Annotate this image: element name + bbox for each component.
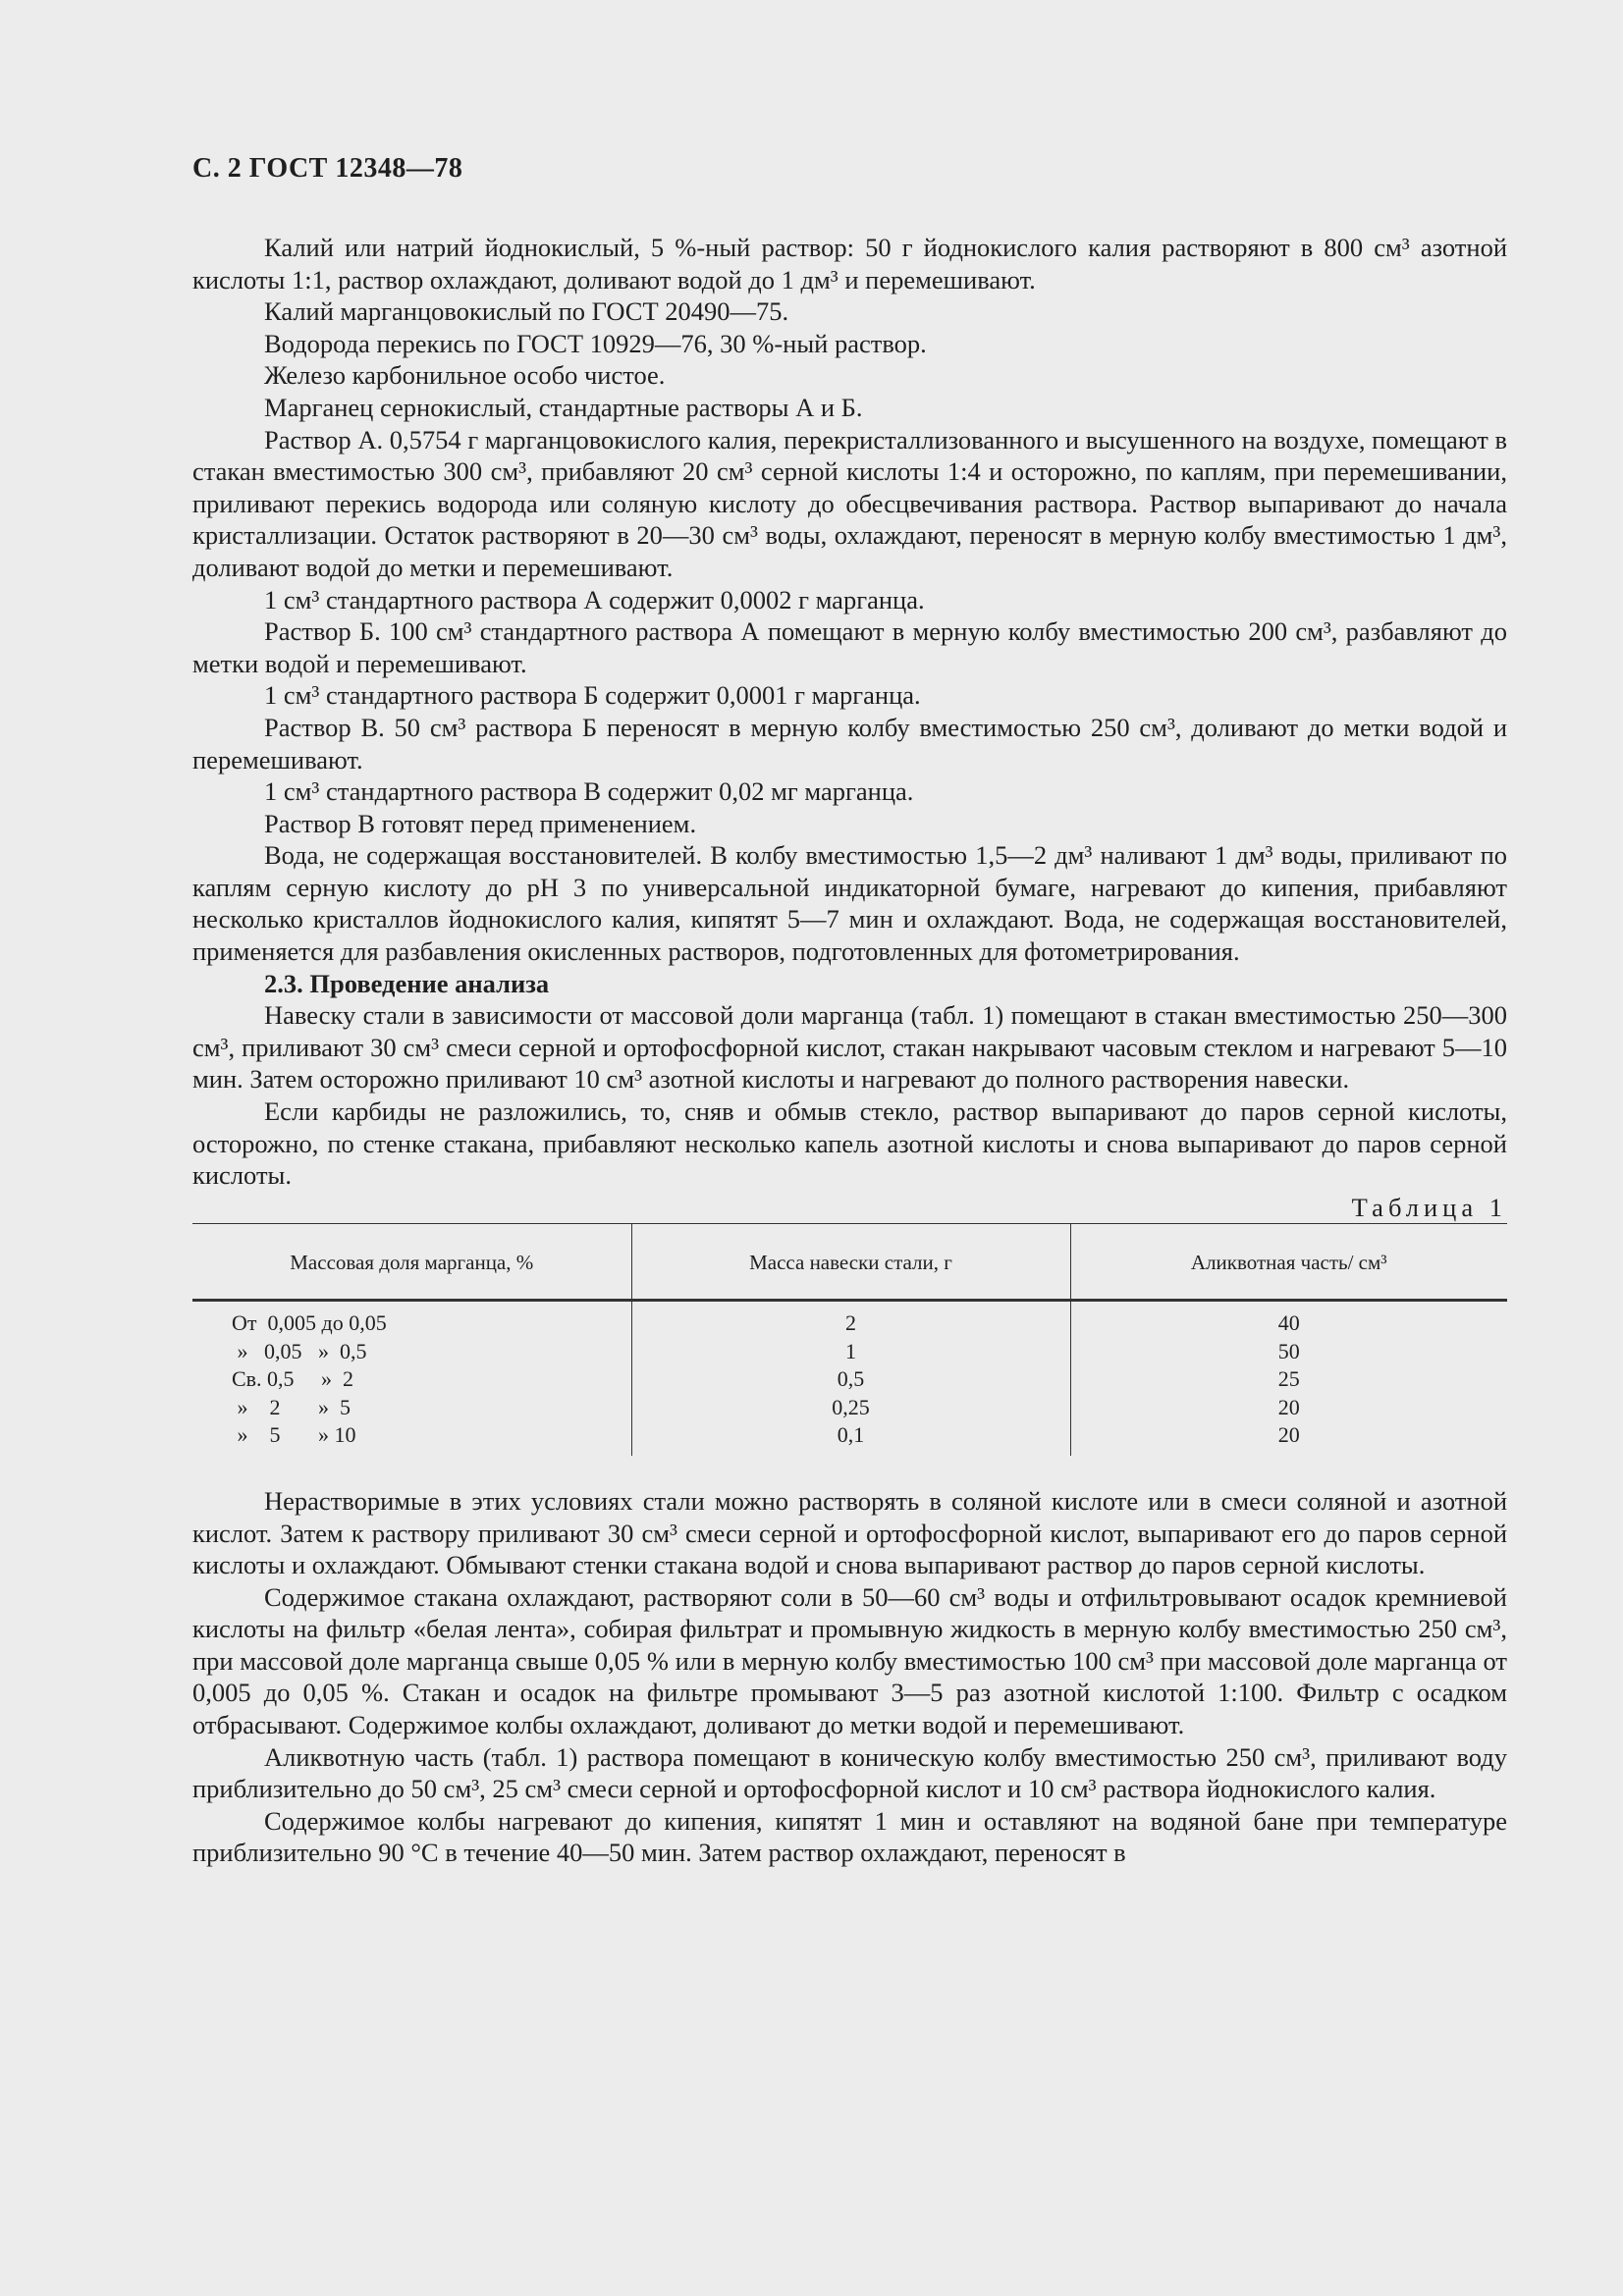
paragraph: Раствор Б. 100 см³ стандартного раствора А помещают в мерную колбу вместимостью 200 см³, разбавляют до метки водой и перемешивают. [192, 616, 1507, 678]
paragraph: Железо карбонильное особо чистое. [264, 360, 666, 391]
cell-line: 40 [1277, 1310, 1300, 1336]
paragraph: Нерастворимые в этих условиях стали можно растворять в соляной кислоте или в смеси соляной и азотной кислот. Затем к раствору приливают 30 см³ смеси серной и ортофосфорной кислот, выпаривают его до паров серной кислоты и охлаждают. Обмывают стенки стакана водой и снова выпаривают раствор до паров серной кислоты. [192, 1485, 1507, 1580]
paragraph: Содержимое стакана охлаждают, растворяют соли в 50—60 см³ воды и отфильтровывают осадок кремниевой кислоты на фильтр «белая лента», собирая фильтрат и промывную жидкость в мерную колбу вместимостью 250 см³, при массовой доле марганца свыше 0,05 % или в мерную колбу вместимостью 100 см³ при массовой доле марганца от 0,005 до 0,05 %. Стакан и осадок на фильтре промывают 3—5 раз азотной кислотой 1:100. Фильтр с осадком отбрасывают. Содержимое колбы охлаждают, доливают до метки водой и перемешивают. [192, 1581, 1507, 1740]
paragraph: Калий или натрий йоднокислый, 5 %-ный раствор: 50 г йоднокислого калия растворяют в 800 см³ азотной кислоты 1:1, раствор охлаждают, доливают водой до 1 дм³ и перемешивают. [192, 233, 1507, 294]
cell-line: 20 [1277, 1422, 1300, 1448]
cell-line: 0,5 [837, 1366, 865, 1392]
paragraph: Раствор В. 50 см³ раствора Б переносят в мерную колбу вместимостью 250 см³, доливают до метки водой и перемешивают. [192, 712, 1507, 774]
paragraph: Содержимое колбы нагревают до кипения, кипятят 1 мин и оставляют на водяной бане при температуре приблизительно 90 °С в течение 40—50 мин. Затем раствор охлаждают, переносят в [192, 1805, 1507, 1868]
column-header: Массовая доля марганца, % [192, 1224, 631, 1301]
cell-line: 2 [845, 1310, 856, 1336]
cell-line: 20 [1277, 1394, 1300, 1419]
page-header: С. 2 ГОСТ 12348—78 [192, 153, 463, 184]
cell-line: 0,25 [832, 1394, 870, 1419]
cell-line: 0,1 [837, 1422, 865, 1448]
paragraph: Аликвотную часть (табл. 1) раствора помещают в коническую колбу вместимостью 250 см³, приливают воду приблизительно до 50 см³, 25 см³ смеси серной и ортофосфорной кислот и 10 см³ раствора йоднокислого калия. [192, 1741, 1507, 1804]
paragraph: Раствор А. 0,5754 г марганцовокислого калия, перекристаллизованного и высушенного на воздухе, помещают в стакан вместимостью 300 см³, прибавляют 20 см³ серной кислоты 1:4 и осторожно, по каплям, при перемешивании, приливают перекись водорода или соляную кислоту до обесцвечивания раствора. Раствор выпаривают до начала кристаллизации. Остаток растворяют в 20—30 см³ воды, охлаждают, переносят в мерную колбу вместимостью 1 дм³, доливают водой до метки и перемешивают. [192, 424, 1507, 582]
table-cell-mass-fraction [192, 1301, 631, 1456]
paragraph: Раствор В готовят перед применением. [264, 808, 697, 838]
table-row [192, 1301, 1507, 1456]
paragraph: Калий марганцовокислый по ГОСТ 20490—75. [264, 296, 789, 327]
cell-line: » 5 » 10 [232, 1422, 356, 1448]
paragraph: Если карбиды не разложились, то, сняв и обмыв стекло, раствор выпаривают до паров серной кислоты, осторожно, по стенке стакана, прибавляют несколько капель азотной кислоты и снова выпаривают до паров серной кислоты. [192, 1096, 1507, 1191]
paragraph: 1 см³ стандартного раствора А содержит 0,0002 г марганца. [264, 584, 925, 614]
column-header: Масса навески стали, г [631, 1224, 1070, 1301]
column-header: Аликвотная часть/ см³ [1070, 1224, 1507, 1301]
table-header-row [192, 1224, 1507, 1301]
paragraph: Навеску стали в зависимости от массовой доли марганца (табл. 1) помещают в стакан вместимостью 250—300 см³, приливают 30 см³ смеси серной и ортофосфорной кислот, стакан накрывают часовым стеклом и нагревают 5—10 мин. Затем осторожно приливают 10 см³ азотной кислоты и нагревают до полного растворения навески. [192, 1000, 1507, 1095]
manganese-table [192, 1223, 1507, 1456]
table-cell-aliquot [1070, 1301, 1507, 1456]
paragraph: Вода, не содержащая восстановителей. В колбу вместимостью 1,5—2 дм³ наливают 1 дм³ воды, приливают по каплям серную кислоту до pH 3 по универсальной индикаторной бумаге, нагревают до кипения, прибавляют несколько кристаллов йоднокислого калия, кипятят 5—7 мин и охлаждают. Вода, не содержащая восстановителей, применяется для разбавления окисленных растворов, подготовленных для фотометрирования. [192, 840, 1507, 967]
cell-line: » 0,05 » 0,5 [232, 1338, 367, 1363]
section-heading: 2.3. Проведение анализа [264, 968, 550, 998]
paragraph: 1 см³ стандартного раствора Б содержит 0,0001 г марганца. [264, 680, 921, 711]
paragraph: Марганец сернокислый, стандартные растворы А и Б. [264, 392, 863, 422]
table-cell-sample-mass [631, 1301, 1070, 1456]
document-body [192, 232, 1507, 1869]
cell-line: От 0,005 до 0,05 [232, 1310, 387, 1336]
cell-line: 50 [1277, 1338, 1300, 1363]
cell-line: 25 [1277, 1366, 1300, 1392]
table-caption: Таблица 1 [1351, 1192, 1507, 1222]
paragraph: 1 см³ стандартного раствора В содержит 0,02 мг марганца. [264, 776, 914, 807]
cell-line: Св. 0,5 » 2 [232, 1366, 354, 1392]
cell-line: 1 [845, 1338, 856, 1363]
paragraph: Водорода перекись по ГОСТ 10929—76, 30 %-ный раствор. [264, 328, 927, 358]
cell-line: » 2 » 5 [232, 1394, 351, 1419]
